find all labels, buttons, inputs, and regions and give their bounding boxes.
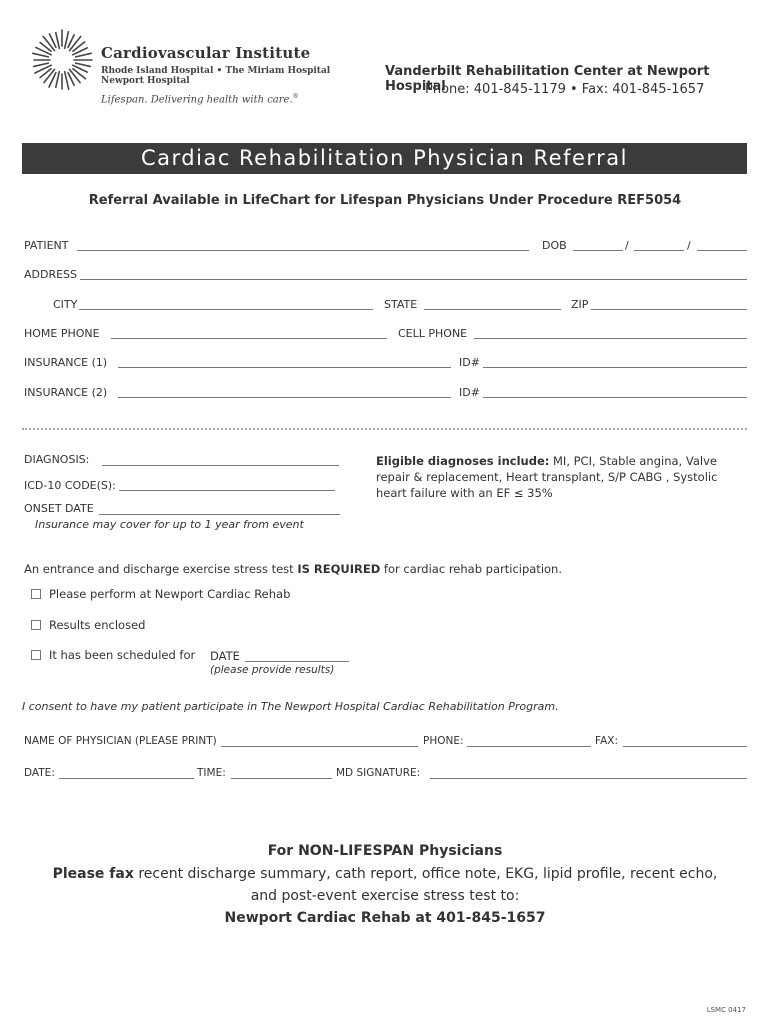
rehab-center-phone: Phone: 401-845-1179 • Fax: 401-845-1657 [425, 82, 705, 97]
form-code: LSMC 0417 [706, 1006, 746, 1014]
logo-ray [33, 53, 49, 57]
option-results-enclosed: Results enclosed [31, 618, 145, 632]
zip-field[interactable] [591, 309, 747, 310]
dob-slash: / [625, 239, 629, 252]
tagline: Lifespan. Delivering health with care.® [101, 93, 299, 106]
dob-slash: / [687, 239, 691, 252]
insurance-1-id-field[interactable] [483, 367, 747, 368]
dob-label: DOB [542, 239, 567, 252]
state-label: STATE [384, 298, 418, 311]
patient-label: PATIENT [24, 239, 69, 252]
patient-field[interactable] [77, 250, 529, 251]
insurance-1-field[interactable] [118, 367, 451, 368]
address-label: ADDRESS [24, 268, 78, 281]
insurance-2-field[interactable] [118, 397, 451, 398]
dob-year-field[interactable] [697, 250, 747, 251]
form-title: Cardiac Rehabilitation Physician Referral [140, 146, 629, 170]
logo-ray [76, 63, 91, 66]
consent-statement: I consent to have my patient participate in The Newport Hospital Cardiac Rehabilitation Program. [22, 700, 559, 713]
home-phone-label: HOME PHONE [24, 327, 100, 340]
rehab-center-name: Vanderbilt Rehabilitation Center at Newport Hospital [385, 64, 710, 94]
section-divider [22, 428, 747, 430]
sunburst-logo-icon [30, 28, 94, 92]
logo-ray [34, 63, 49, 66]
cell-phone-label: CELL PHONE [398, 327, 468, 340]
insurance-2-label: INSURANCE (2) [24, 386, 108, 399]
cell-phone-field[interactable] [474, 338, 747, 339]
physician-fax-label: FAX: [595, 735, 618, 747]
lifechart-subtitle: Referral Available in LifeChart for Lifespan Physicians Under Procedure REF5054 [88, 193, 682, 208]
logo-ray [56, 33, 60, 49]
city-field[interactable] [79, 309, 373, 310]
stress-test-requirement: An entrance and discharge exercise stress test IS REQUIRED for cardiac rehab participation. [24, 562, 562, 576]
dob-month-field[interactable] [573, 250, 623, 251]
logo-ray [76, 53, 92, 57]
option-scheduled: It has been scheduled for [31, 648, 195, 662]
zip-label: ZIP [571, 298, 589, 311]
eligible-diagnoses: Eligible diagnoses include: MI, PCI, Stable angina, Valve repair & replacement, Heart transplant, S/P CABG , Systolic heart failure with an EF ≤ 35% [376, 454, 718, 500]
form-title-bar [22, 143, 747, 174]
state-field[interactable] [424, 309, 561, 310]
home-phone-field[interactable] [111, 338, 387, 339]
provide-results-note: (please provide results) [210, 664, 335, 676]
physician-name-label: NAME OF PHYSICIAN (PLEASE PRINT) [24, 735, 217, 747]
diagnosis-label: DIAGNOSIS: [24, 453, 90, 466]
address-field[interactable] [80, 279, 747, 280]
scheduled-date-field[interactable] [245, 661, 349, 662]
sign-date-label: DATE: [24, 767, 55, 779]
institute-title: Cardiovascular Institute [101, 44, 311, 62]
md-signature-label: MD SIGNATURE: [336, 767, 421, 779]
non-lifespan-heading: For NON-LIFESPAN Physicians [267, 843, 503, 859]
physician-name-field[interactable] [221, 746, 418, 747]
insurance-coverage-note: Insurance may cover for up to 1 year from event [35, 518, 304, 531]
scheduled-date-label: DATE [210, 649, 240, 663]
sign-time-label: TIME: [197, 767, 226, 779]
logo-ray [56, 72, 60, 88]
non-lifespan-fax-instructions: Please fax recent discharge summary, cath report, office note, EKG, lipid profile, recent echo, [52, 866, 718, 882]
institute-subtitle: Rhode Island Hospital • The Miriam Hospital Newport Hospital [101, 66, 331, 86]
option-perform-at-newport: Please perform at Newport Cardiac Rehab [31, 587, 290, 601]
onset-date-label: ONSET DATE [24, 502, 94, 515]
onset-date-field[interactable] [99, 514, 340, 515]
checkbox-scheduled[interactable] [31, 650, 41, 660]
logo-ray [69, 37, 80, 51]
sign-time-field[interactable] [231, 778, 332, 779]
physician-fax-field[interactable] [623, 746, 747, 747]
md-signature-field[interactable] [430, 778, 747, 779]
icd-code-field[interactable] [119, 490, 335, 491]
logo-ray [43, 37, 54, 51]
non-lifespan-fax-instructions-2: and post-event exercise stress test to: [250, 888, 520, 904]
insurance-1-label: INSURANCE (1) [24, 356, 108, 369]
icd-code-label: ICD-10 CODE(S): [24, 479, 116, 492]
checkbox-results-enclosed[interactable] [31, 620, 41, 630]
insurance-1-id-label: ID# [459, 356, 480, 369]
diagnosis-field[interactable] [102, 465, 339, 466]
physician-phone-field[interactable] [467, 746, 591, 747]
logo-ray [65, 32, 69, 49]
insurance-2-id-label: ID# [459, 386, 480, 399]
insurance-2-id-field[interactable] [483, 397, 747, 398]
physician-phone-label: PHONE: [423, 735, 464, 747]
newport-fax-number: Newport Cardiac Rehab at 401-845-1657 [224, 910, 546, 926]
dob-day-field[interactable] [634, 250, 684, 251]
city-label: CITY [53, 298, 78, 311]
sign-date-field[interactable] [59, 778, 194, 779]
checkbox-perform-at-newport[interactable] [31, 589, 41, 599]
